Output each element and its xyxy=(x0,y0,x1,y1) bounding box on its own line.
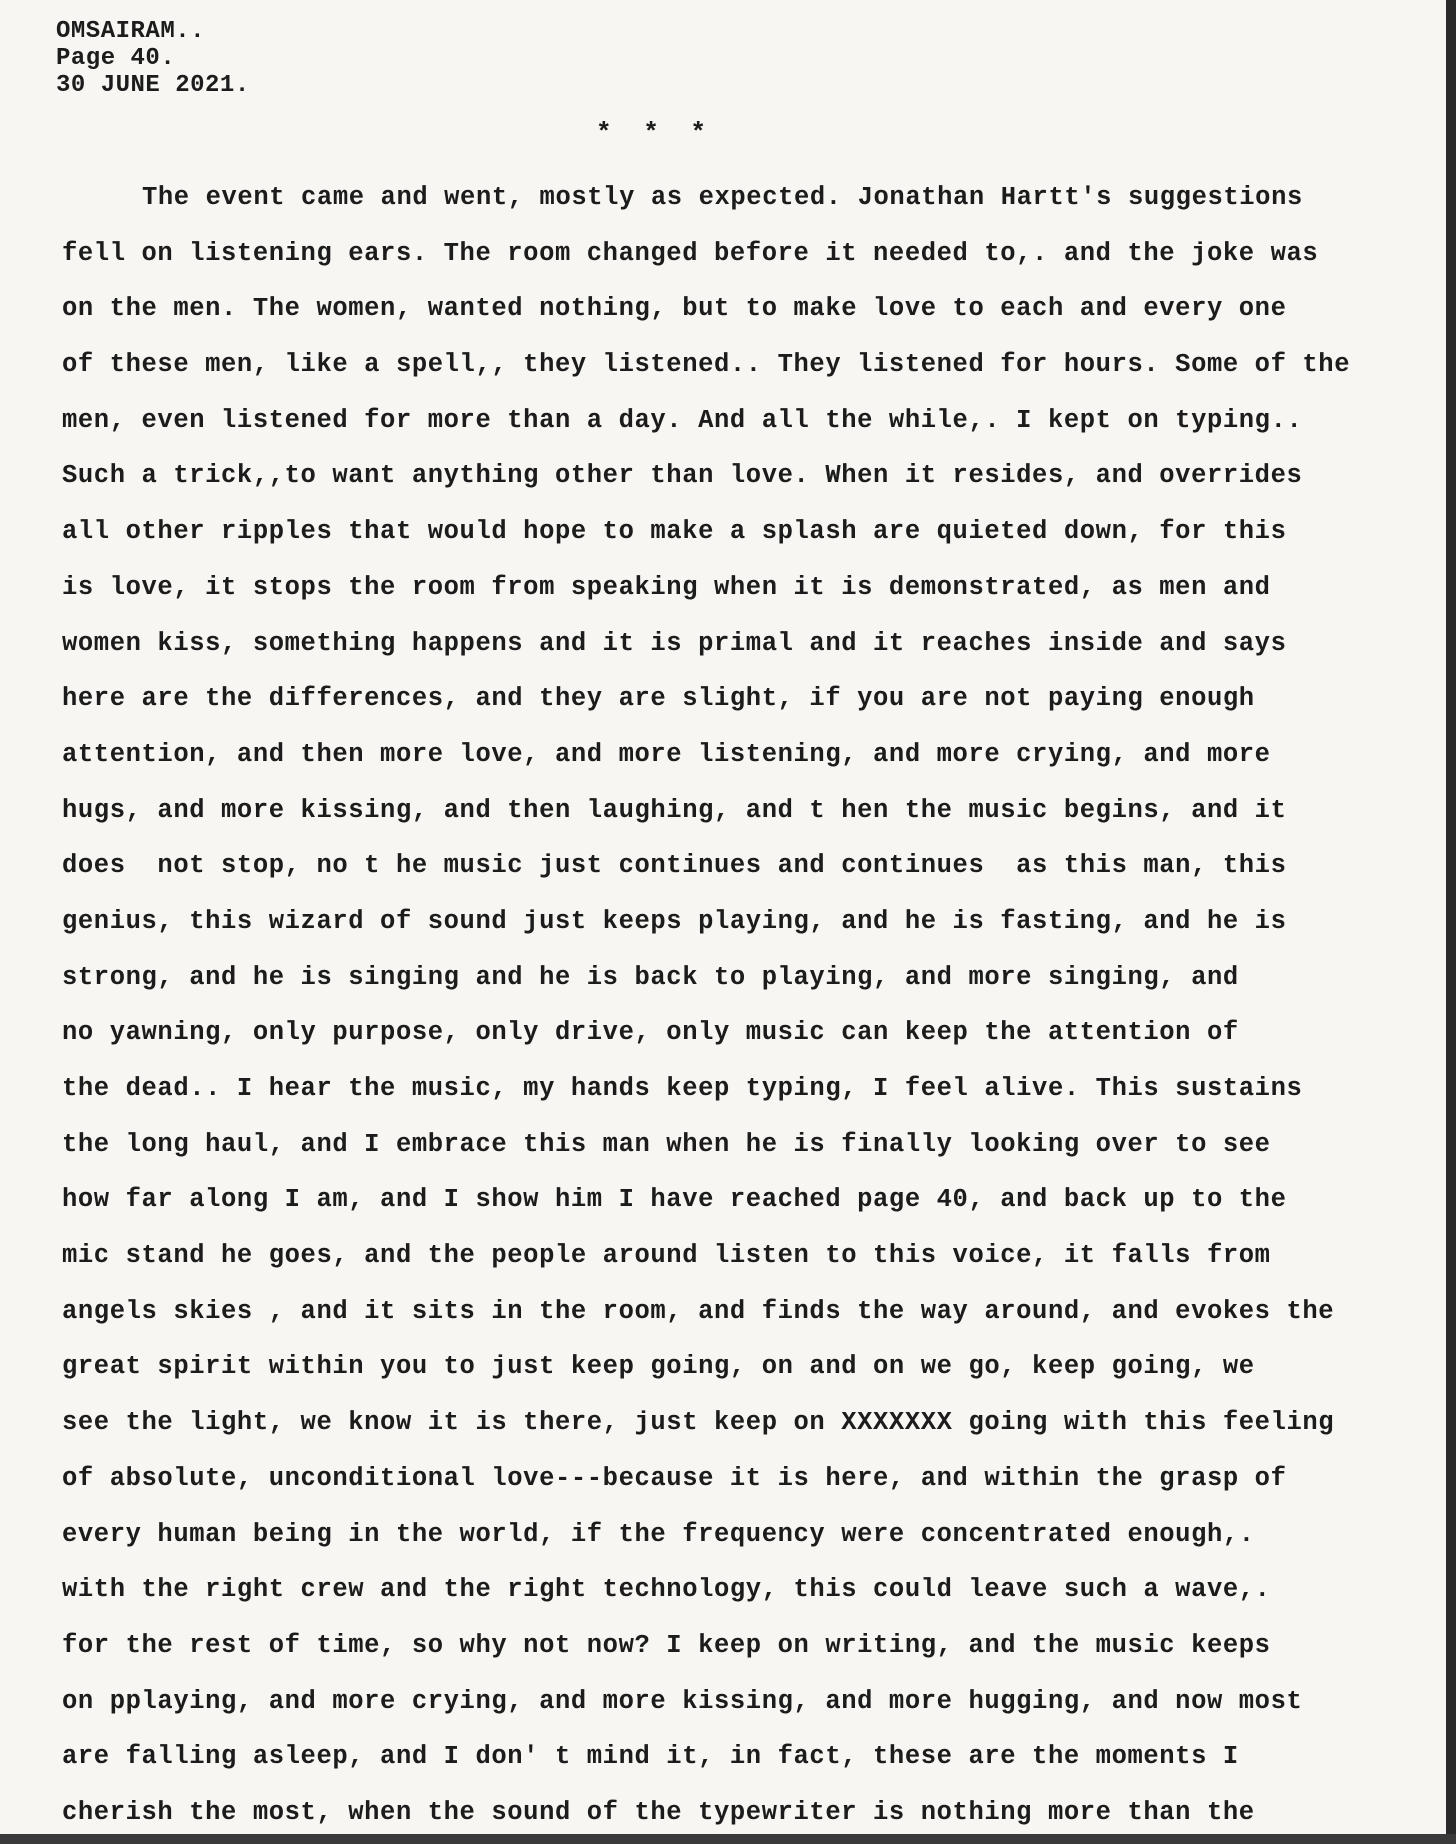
text-line: genius, this wizard of sound just keeps playing, and he is fasting, and he is xyxy=(62,906,1287,936)
header-line-3: 30 JUNE 2021. xyxy=(56,72,250,99)
text-line: of these men, like a spell,, they listened.. They listened for hours. Some of the xyxy=(62,350,1351,380)
text-line: see the light, we know it is there, just keep on XXXXXXX going with this feeling xyxy=(62,1408,1335,1438)
header-line-1: OMSAIRAM.. xyxy=(56,18,206,45)
text-line: no yawning, only purpose, only drive, only music can keep the attention of xyxy=(62,1018,1239,1048)
text-line: of absolute, unconditional love---because it is here, and within the grasp of xyxy=(62,1463,1287,1493)
text-line: strong, and he is singing and he is back to playing, and more singing, and xyxy=(62,962,1239,992)
text-line: how far along I am, and I show him I have reached page 40, and back up to the xyxy=(62,1185,1287,1215)
text-line: every human being in the world, if the frequency were concentrated enough,. xyxy=(62,1519,1255,1549)
text-line: attention, and then more love, and more listening, and more crying, and more xyxy=(62,739,1271,769)
text-line: The event came and went, mostly as expected. Jonathan Hartt's suggestions xyxy=(142,183,1303,212)
text-line: all other ripples that would hope to make a splash are quieted down, for this xyxy=(62,517,1287,547)
text-line: mic stand he goes, and the people around listen to this voice, it falls from xyxy=(62,1241,1271,1271)
text-line: on pplaying, and more crying, and more kissing, and more hugging, and now most xyxy=(62,1686,1303,1716)
page-header xyxy=(56,18,250,99)
scan-right-edge xyxy=(1446,0,1456,1844)
scan-bottom-edge xyxy=(0,1834,1456,1844)
text-line: angels skies , and it sits in the room, and finds the way around, and evokes the xyxy=(62,1296,1335,1326)
text-line: are falling asleep, and I don' t mind it, in fact, these are the moments I xyxy=(62,1742,1239,1772)
text-line: does not stop, no t he music just continues and continues as this man, this xyxy=(62,851,1287,881)
text-line: with the right crew and the right technology, this could leave such a wave,. xyxy=(62,1575,1271,1605)
text-line: here are the differences, and they are slight, if you are not paying enough xyxy=(62,684,1255,714)
text-line: men, even listened for more than a day. And all the while,. I kept on typing.. xyxy=(62,405,1303,435)
text-line: for the rest of time, so why not now? I keep on writing, and the music keeps xyxy=(62,1630,1271,1660)
text-line: cherish the most, when the sound of the typewriter is nothing more than the xyxy=(62,1797,1255,1827)
text-line: Such a trick,,to want anything other than love. When it resides, and overrides xyxy=(62,461,1303,491)
text-line: women kiss, something happens and it is primal and it reaches inside and says xyxy=(62,628,1287,658)
text-line: hugs, and more kissing, and then laughing, and t hen the music begins, and it xyxy=(62,795,1287,825)
body-text xyxy=(62,170,1442,1841)
text-line: the long haul, and I embrace this man when he is finally looking over to see xyxy=(62,1129,1271,1159)
text-line: fell on listening ears. The room changed before it needed to,. and the joke was xyxy=(62,238,1319,268)
text-line: on the men. The women, wanted nothing, but to make love to each and every one xyxy=(62,294,1287,324)
header-line-2: Page 40. xyxy=(56,45,176,72)
section-separator: * * * xyxy=(596,118,715,148)
text-line: the dead.. I hear the music, my hands keep typing, I feel alive. This sustains xyxy=(62,1074,1303,1103)
text-line: is love, it stops the room from speaking when it is demonstrated, as men and xyxy=(62,572,1271,602)
text-line: great spirit within you to just keep going, on and on we go, keep going, we xyxy=(62,1352,1255,1382)
